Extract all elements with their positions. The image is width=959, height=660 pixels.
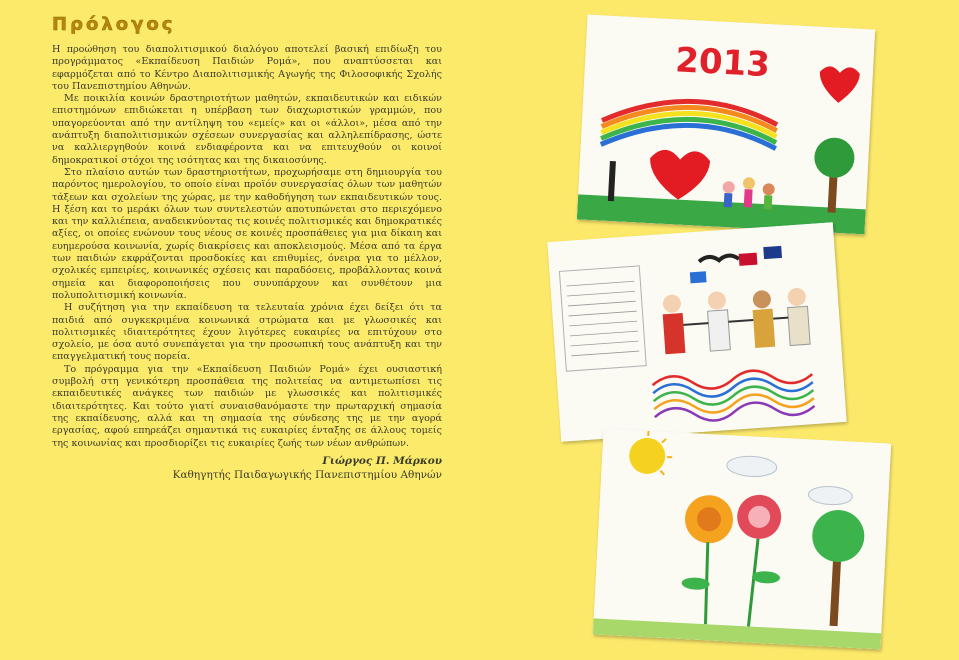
paragraph-2: Με ποικιλία κοινών δραστηριοτήτων μαθητών, εκπαιδευτικών και ειδικών επιστημόνων επιδιώκεται η υπέρβαση των διαχωριστικών γραμμών, που υπαγορεύονται από την αντίληψη του «εμείς» και οι «άλλοι», μέσα από την ανάπτυξη διαπολιτισμικών σχέσεων συνεργασίας και αλληλεπίδρασης, ώστε να καλλιεργηθούν κοινά ενδιαφέροντα και να επιτευχθούν οι κοινοί δημοκρατικοί στόχοι της ισότητας και της δικαιοσύνης. bbox=[52, 93, 442, 166]
child-drawing-flowers bbox=[593, 429, 891, 650]
paragraph-3: Στο πλαίσιο αυτών των δραστηριοτήτων, προχωρήσαμε στη δημιουργία του παρόντος ημερολογίου, το οποίο είναι προϊόν συνεργασίας όλων των μαθητών τάξεων και σχολείων της χώρας, με την καθοδήγηση των εκπαιδευτικών τους. Η ξέση και το μεράκι όλων των συντελεστών αποτυπώνεται στο περιεχόμενο και την καλλιέπεια, αναδεικνύοντας τις κοινές πολιτισμικές και δημοκρατικές αξίες, οι οποίες ενώνουν τους νέους σε κοινές προσπάθειες για μια δίκαιη και ευημερούσα κοινωνία, χωρίς διακρίσεις και αποκλεισμούς. Μέσα από τα έργα των παιδιών εκφράζονται προσδοκίες και επιθυμίες, όνειρα για το μέλλον, σχολικές εμπειρίες, κοινωνικές σχέσεις και παραδόσεις, προβάλλοντας κοινά σημεία και διαφοροποιήσεις που συνυπάρχουν και συνθέτουν μια πολυπολιτισμική κοινωνία. bbox=[52, 166, 442, 301]
flag-icon-2 bbox=[763, 246, 782, 259]
flowers-drawing-art bbox=[593, 429, 891, 650]
child-drawing-rainbow bbox=[577, 15, 875, 235]
flag-icon-3 bbox=[690, 271, 707, 283]
preface-body bbox=[52, 44, 442, 450]
paragraph-4: Η συζήτηση για την εκπαίδευση τα τελευταία χρόνια έχει δείξει ότι τα παιδιά από συγκεκριμένα κοινωνικά στρώματα και με γλωσσικές και πολιτισμικές ιδιαιτερότητες έχουν λιγότερες ευκαιρίες να επιτύχουν στο σχολείο, με όσα αυτό συνεπάγεται για την προσωπική τους ανάπτυξη και την επαγγελματική τους πορεία. bbox=[52, 302, 442, 363]
signature-role: Καθηγητής Παιδαγωγικής Πανεπιστημίου Αθηνών bbox=[172, 469, 442, 481]
signature-block bbox=[52, 454, 442, 482]
drawing-year-text: 2013 bbox=[674, 40, 771, 86]
rainbow-drawing-art bbox=[577, 15, 875, 235]
child-drawing-friends bbox=[547, 222, 846, 441]
paragraph-1: Η προώθηση του διαπολιτισμικού διαλόγου αποτελεί βασική επιδίωξη του προγράμματος «Εκπαίδευση Παιδιών Ρομά», που αναπτύσσεται και εφαρμόζεται από το Κέντρο Διαπολιτισμικής Αγωγής της Φιλοσοφικής Σχολής του Πανεπιστημίου Αθηνών. bbox=[52, 44, 442, 92]
page-title: Πρόλογος bbox=[52, 14, 176, 35]
paragraph-5: Το πρόγραμμα για την «Εκπαίδευση Παιδιών Ρομά» έχει ουσιαστική συμβολή στη γενικότερη προσπάθεια της πολιτείας να αντιμετωπίσει τις εκπαιδευτικές ανάγκες των παιδιών με γλωσσικές και πολιτισμικές ιδιαιτερότητες. Και τούτο γιατί συναισθανόμαστε την πρωταρχική σημασία της εκπαίδευσης, αλλά και τη σημασία της σύνδεσης της με την αγορά εργασίας, αφού επηρεάζει σημαντικά τις ευκαιρίες ένταξης σε άλλους τομείς της κοινωνίας και προσδιορίζει τις ευκαιρίες ζωής των νέων ανθρώπων. bbox=[52, 363, 442, 449]
signature-name: Γιώργος Π. Μάρκου bbox=[322, 455, 442, 467]
flag-icon bbox=[739, 253, 758, 266]
friends-drawing-art bbox=[547, 222, 846, 441]
